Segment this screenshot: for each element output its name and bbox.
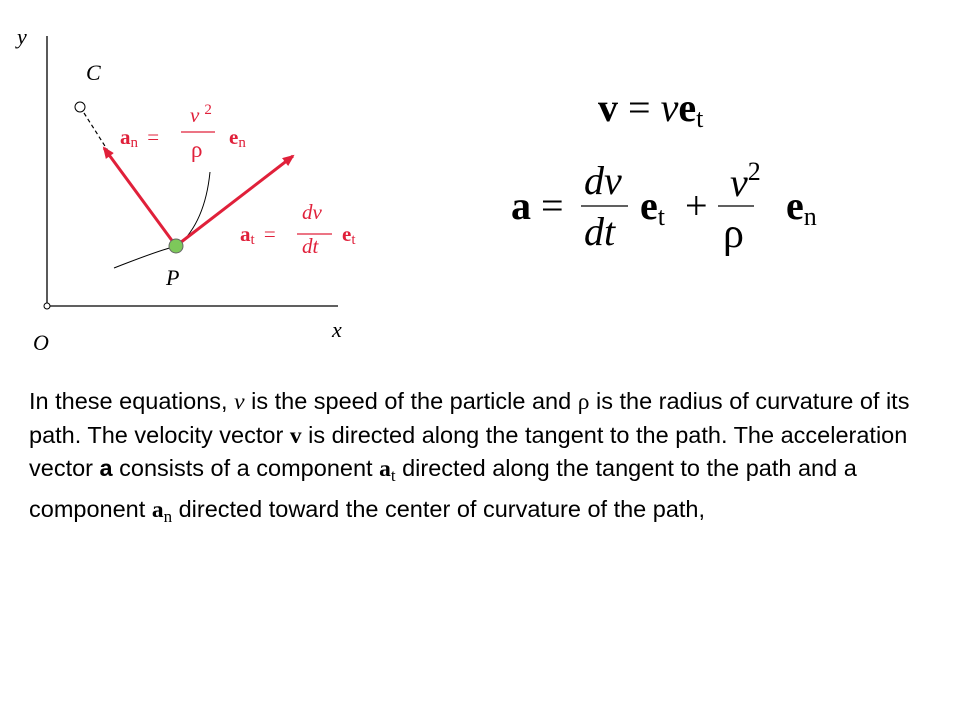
- term1-e: e: [640, 183, 658, 228]
- text-segment: is the speed of the particle and: [244, 388, 578, 414]
- accel-plus: +: [685, 183, 708, 228]
- an-symbol: a: [151, 496, 164, 523]
- term1-numerator: dv: [584, 158, 622, 203]
- term1-unit-vector: [640, 182, 665, 232]
- et-subscript: t: [351, 232, 356, 248]
- et-symbol: e: [342, 222, 352, 246]
- velocity-unit-vector: e: [678, 85, 697, 130]
- term2-denominator: ρ: [723, 211, 744, 257]
- x-axis-label: x: [332, 317, 342, 342]
- an-subscript: n: [130, 135, 138, 151]
- point-label: P: [166, 265, 180, 290]
- explanation-paragraph: [29, 385, 929, 533]
- accel-vector: a: [511, 183, 531, 228]
- velocity-equals: =: [628, 85, 651, 130]
- an-equals: =: [147, 125, 160, 149]
- origin-label: O: [33, 330, 49, 355]
- particle-point: [169, 239, 183, 253]
- at-denominator: dt: [302, 234, 319, 258]
- accel-equals: =: [541, 183, 564, 228]
- velocity-equation: [598, 84, 703, 134]
- an-denominator: ρ: [191, 137, 203, 162]
- origin-dot: [44, 303, 50, 309]
- at-label: [240, 222, 276, 249]
- text-segment: In these equations,: [29, 388, 235, 414]
- an-unit-vector: [229, 125, 246, 152]
- an-symbol-subscript: n: [163, 506, 173, 526]
- accel-lhs: [511, 182, 564, 229]
- speed-symbol: v: [234, 389, 245, 415]
- center-of-curvature-dot: [75, 102, 85, 112]
- term2-sub: n: [803, 202, 817, 231]
- accel-vector-symbol: a: [99, 455, 113, 481]
- text-segment: is the radius of curvature of its path. The velocity vector: [29, 388, 910, 448]
- at-equals: =: [263, 222, 276, 246]
- term1-denominator: dt: [584, 209, 616, 254]
- center-label: C: [86, 60, 101, 85]
- velocity-vector-symbol: v: [289, 422, 302, 449]
- velocity-scalar: v: [660, 85, 679, 130]
- explanation-text: [29, 385, 929, 533]
- velocity-vector: v: [598, 85, 618, 130]
- at-subscript: t: [250, 232, 255, 248]
- velocity-subscript: t: [696, 104, 704, 133]
- term2-sup: 2: [747, 157, 761, 186]
- at-vector-symbol: a: [240, 222, 251, 246]
- y-axis-label: y: [17, 24, 27, 49]
- at-symbol: a: [379, 456, 391, 482]
- en-symbol: e: [229, 125, 239, 149]
- at-unit-vector: [342, 222, 356, 249]
- text-segment: directed toward the center of curvature of the path,: [172, 495, 706, 522]
- text-segment: is directed along the tangent to the path. The acceleration vector: [29, 421, 908, 481]
- an-numerator: [190, 102, 212, 128]
- particle-path-curve: [114, 172, 210, 268]
- term2-e: e: [786, 183, 804, 228]
- rho-symbol: ρ: [577, 389, 590, 415]
- an-numerator-sup: 2: [204, 102, 212, 118]
- en-subscript: n: [238, 135, 246, 151]
- term1-sub: t: [657, 202, 665, 231]
- an-vector-symbol: a: [120, 125, 131, 149]
- term2-unit-vector: [786, 182, 817, 232]
- an-numerator-v: v: [190, 103, 200, 127]
- normal-acceleration-arrow: [104, 148, 176, 246]
- text-segment: directed along the tangent to the path and a component: [29, 455, 857, 522]
- text-segment: consists of a component: [112, 455, 380, 481]
- normal-dashed-line: [84, 113, 110, 154]
- term2-numerator: [730, 157, 761, 206]
- term2-v: v: [730, 160, 748, 205]
- at-numerator: dv: [302, 200, 322, 224]
- an-label: [120, 125, 159, 152]
- at-symbol-subscript: t: [390, 466, 396, 485]
